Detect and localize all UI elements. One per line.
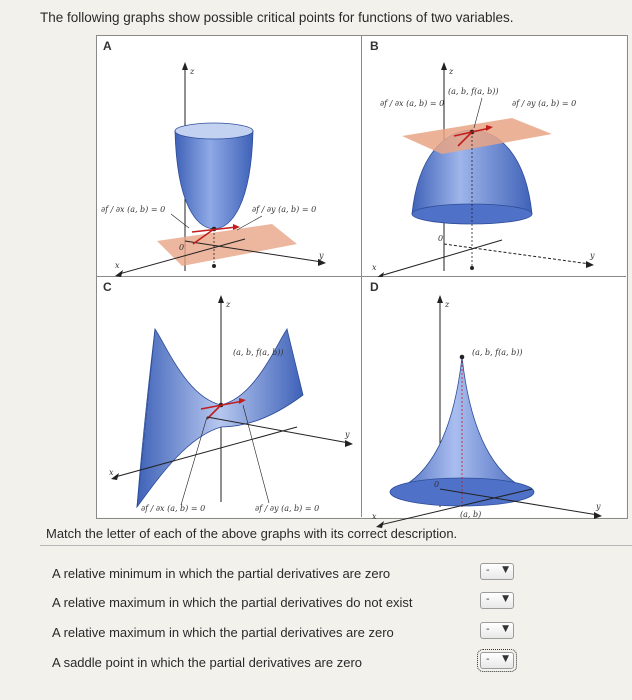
origin-label: 0 [179,243,185,252]
axis-y-label: y [590,251,595,260]
chevron-down-icon: ▼ [502,594,509,604]
axis-x-label: x [109,468,114,477]
axis-z-label: z [449,67,454,76]
axis-y-label: y [596,502,601,511]
description-row-3 [52,622,612,644]
dfdy-label: ∂f / ∂y (a, b) = 0 [512,99,577,108]
graph-c [97,277,362,517]
tangent-plane [157,224,297,266]
graph-d-figure [362,277,626,521]
graph-b-label: B [370,39,379,53]
divider [40,545,632,546]
graph-a-label: A [103,39,112,53]
origin-label: 0 [438,234,444,243]
graph-d-label: D [370,280,379,294]
axis-z-label: z [226,300,231,309]
match-instruction: Match the letter of each of the above graphs with its correct description. [46,526,458,541]
axis-y-label: y [319,251,324,260]
graph-d [362,277,626,521]
answer-select-2[interactable] [480,592,514,609]
dfdx-label: ∂f / ∂x (a, b) = 0 [141,504,206,513]
graph-b [362,36,626,277]
chevron-down-icon: ▼ [502,654,509,664]
description-row-4 [52,652,612,674]
axis-z-label: z [190,67,195,76]
question-intro: The following graphs show possible critical points for functions of two variables. [40,10,514,25]
origin-label: 0 [434,480,440,489]
chevron-down-icon: ▼ [502,565,509,575]
description-text: A relative maximum in which the partial derivatives do not exist [52,595,413,610]
graphs-grid [96,35,628,519]
description-row-1 [52,563,612,585]
axis-y-label: y [345,430,350,439]
description-text: A relative minimum in which the partial derivatives are zero [52,566,391,581]
dfdx-label: ∂f / ∂x (a, b) = 0 [380,99,445,108]
dfdy-label: ∂f / ∂y (a, b) = 0 [255,504,320,513]
answer-select-1[interactable] [480,563,514,580]
graph-c-figure [97,277,361,517]
point-abf-label: (a, b, f(a, b)) [472,348,523,357]
answer-select-3[interactable] [480,622,514,639]
answer-select-value: - [486,624,490,635]
answer-select-value: - [486,565,490,576]
graph-a [97,36,362,277]
axis-z-label: z [445,300,450,309]
point-abf-label: (a, b, f(a, b)) [233,348,284,357]
axis-x-label: x [372,512,377,521]
point-abf-label: (a, b, f(a, b)) [448,87,499,96]
axis-x-label: x [115,261,120,270]
axis-x-label: x [372,263,377,272]
description-text: A saddle point in which the partial derivatives are zero [52,655,363,670]
chevron-down-icon: ▼ [502,624,509,634]
graph-c-label: C [103,280,112,294]
answer-select-value: - [486,654,490,665]
answer-select-4[interactable] [480,652,514,669]
description-text: A relative maximum in which the partial derivatives are zero [52,625,394,640]
graph-b-figure [362,36,626,276]
dfdx-label: ∂f / ∂x (a, b) = 0 [101,205,166,214]
point-ab-label: (a, b) [460,510,482,519]
graph-a-figure [97,36,361,276]
paraboloid-surface [175,131,253,229]
answer-select-value: - [486,594,490,605]
dfdy-label: ∂f / ∂y (a, b) = 0 [252,205,317,214]
description-row-2 [52,592,612,614]
